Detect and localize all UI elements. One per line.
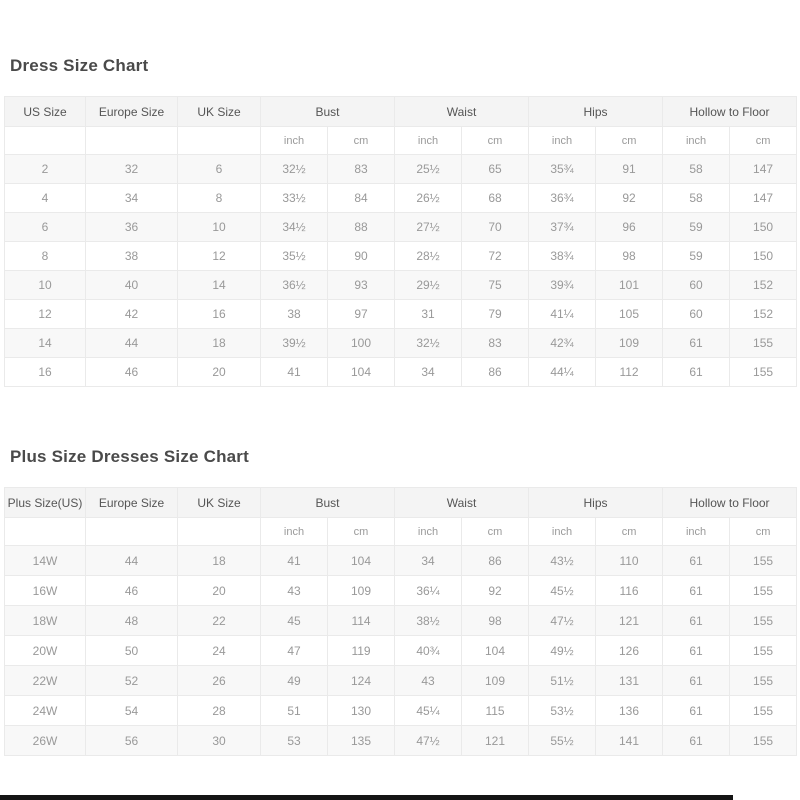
- table-cell: 47: [261, 636, 328, 666]
- table-cell: 37¾: [529, 213, 596, 242]
- table-cell: 33½: [261, 184, 328, 213]
- table-cell: 18: [178, 329, 261, 358]
- table-row: [5, 358, 797, 387]
- col-header-waist: Waist: [395, 97, 529, 127]
- table-cell: 28½: [395, 242, 462, 271]
- table-cell: 155: [730, 358, 797, 387]
- table-cell: 43½: [529, 546, 596, 576]
- table-cell: 121: [596, 606, 663, 636]
- table-cell: 105: [596, 300, 663, 329]
- table-cell: 97: [328, 300, 395, 329]
- table-row: [5, 271, 797, 300]
- table-cell: 35½: [261, 242, 328, 271]
- unit-cell: cm: [462, 518, 529, 546]
- col-header-uk-size: UK Size: [178, 97, 261, 127]
- table-cell: 30: [178, 726, 261, 756]
- table-cell: 36¾: [529, 184, 596, 213]
- table-cell: 61: [663, 666, 730, 696]
- table-cell: 61: [663, 696, 730, 726]
- table-row: [5, 329, 797, 358]
- table-row: [5, 696, 797, 726]
- table-cell: 51½: [529, 666, 596, 696]
- table-cell: 83: [328, 155, 395, 184]
- table-cell: 121: [462, 726, 529, 756]
- table-cell: 92: [596, 184, 663, 213]
- table-cell: 38½: [395, 606, 462, 636]
- dress-size-table-body: [5, 155, 797, 387]
- unit-cell-empty: [5, 127, 86, 155]
- table-cell: 14W: [5, 546, 86, 576]
- table-cell: 20: [178, 576, 261, 606]
- table-cell: 104: [462, 636, 529, 666]
- table-cell: 61: [663, 636, 730, 666]
- table-cell: 83: [462, 329, 529, 358]
- col-header-hips: Hips: [529, 97, 663, 127]
- table-cell: 47½: [529, 606, 596, 636]
- unit-cell: cm: [328, 127, 395, 155]
- table-cell: 39¾: [529, 271, 596, 300]
- table-cell: 53: [261, 726, 328, 756]
- table-cell: 41¼: [529, 300, 596, 329]
- unit-cell-empty: [178, 518, 261, 546]
- table-cell: 90: [328, 242, 395, 271]
- table-cell: 100: [328, 329, 395, 358]
- bottom-bar: [0, 795, 733, 800]
- table-cell: 22: [178, 606, 261, 636]
- table-cell: 150: [730, 242, 797, 271]
- dress-size-table: [4, 96, 797, 387]
- unit-cell-empty: [86, 518, 178, 546]
- col-header-us-size: US Size: [5, 97, 86, 127]
- table-cell: 112: [596, 358, 663, 387]
- unit-cell: inch: [529, 518, 596, 546]
- table-cell: 14: [178, 271, 261, 300]
- table-cell: 25½: [395, 155, 462, 184]
- table-cell: 110: [596, 546, 663, 576]
- table-cell: 92: [462, 576, 529, 606]
- table-cell: 54: [86, 696, 178, 726]
- col-header-hollow-to-floor: Hollow to Floor: [663, 97, 797, 127]
- unit-cell: cm: [462, 127, 529, 155]
- table-cell: 79: [462, 300, 529, 329]
- table-cell: 61: [663, 726, 730, 756]
- table-cell: 22W: [5, 666, 86, 696]
- table-cell: 34: [395, 358, 462, 387]
- table-cell: 36: [86, 213, 178, 242]
- table-cell: 36¼: [395, 576, 462, 606]
- table-cell: 155: [730, 666, 797, 696]
- table-cell: 34½: [261, 213, 328, 242]
- table-cell: 61: [663, 606, 730, 636]
- unit-cell: cm: [596, 518, 663, 546]
- unit-cell: inch: [529, 127, 596, 155]
- table-cell: 12: [5, 300, 86, 329]
- table-cell: 131: [596, 666, 663, 696]
- table-cell: 98: [596, 242, 663, 271]
- table-cell: 24W: [5, 696, 86, 726]
- table-cell: 8: [178, 184, 261, 213]
- table-cell: 28: [178, 696, 261, 726]
- table-cell: 109: [328, 576, 395, 606]
- table-cell: 115: [462, 696, 529, 726]
- unit-cell: inch: [395, 127, 462, 155]
- col-header-plus-size-us: Plus Size(US): [5, 488, 86, 518]
- table-cell: 4: [5, 184, 86, 213]
- table-cell: 155: [730, 726, 797, 756]
- table-cell: 60: [663, 271, 730, 300]
- table-cell: 147: [730, 155, 797, 184]
- unit-row: [5, 518, 797, 546]
- table-cell: 101: [596, 271, 663, 300]
- table-cell: 93: [328, 271, 395, 300]
- table-cell: 53½: [529, 696, 596, 726]
- table-cell: 114: [328, 606, 395, 636]
- unit-cell: cm: [730, 127, 797, 155]
- unit-cell: cm: [596, 127, 663, 155]
- table-cell: 10: [5, 271, 86, 300]
- table-cell: 91: [596, 155, 663, 184]
- table-cell: 60: [663, 300, 730, 329]
- table-cell: 39½: [261, 329, 328, 358]
- table-cell: 45: [261, 606, 328, 636]
- table-cell: 130: [328, 696, 395, 726]
- table-cell: 68: [462, 184, 529, 213]
- table-row: [5, 213, 797, 242]
- table-cell: 88: [328, 213, 395, 242]
- table-cell: 52: [86, 666, 178, 696]
- table-cell: 38: [86, 242, 178, 271]
- table-cell: 96: [596, 213, 663, 242]
- table-cell: 29½: [395, 271, 462, 300]
- table-cell: 31: [395, 300, 462, 329]
- col-header-bust: Bust: [261, 97, 395, 127]
- table-cell: 72: [462, 242, 529, 271]
- table-cell: 44: [86, 329, 178, 358]
- table-cell: 26: [178, 666, 261, 696]
- table-cell: 61: [663, 546, 730, 576]
- table-cell: 61: [663, 576, 730, 606]
- table-cell: 43: [261, 576, 328, 606]
- table-cell: 155: [730, 696, 797, 726]
- unit-cell-empty: [86, 127, 178, 155]
- table-cell: 49: [261, 666, 328, 696]
- table-row: [5, 576, 797, 606]
- col-header-uk-size: UK Size: [178, 488, 261, 518]
- col-header-hips: Hips: [529, 488, 663, 518]
- dress-size-chart-title: Dress Size Chart: [10, 56, 149, 75]
- header-row: [5, 97, 797, 127]
- table-cell: 32½: [261, 155, 328, 184]
- table-cell: 32½: [395, 329, 462, 358]
- table-cell: 12: [178, 242, 261, 271]
- table-cell: 150: [730, 213, 797, 242]
- table-cell: 2: [5, 155, 86, 184]
- table-row: [5, 636, 797, 666]
- table-cell: 61: [663, 329, 730, 358]
- unit-row: [5, 127, 797, 155]
- table-cell: 36½: [261, 271, 328, 300]
- table-cell: 48: [86, 606, 178, 636]
- table-cell: 70: [462, 213, 529, 242]
- table-cell: 16W: [5, 576, 86, 606]
- table-cell: 61: [663, 358, 730, 387]
- table-cell: 20W: [5, 636, 86, 666]
- table-cell: 86: [462, 358, 529, 387]
- table-cell: 98: [462, 606, 529, 636]
- table-row: [5, 155, 797, 184]
- unit-cell-empty: [178, 127, 261, 155]
- table-cell: 136: [596, 696, 663, 726]
- table-cell: 84: [328, 184, 395, 213]
- table-cell: 49½: [529, 636, 596, 666]
- table-cell: 116: [596, 576, 663, 606]
- table-cell: 155: [730, 546, 797, 576]
- table-cell: 43: [395, 666, 462, 696]
- unit-cell: cm: [730, 518, 797, 546]
- table-cell: 75: [462, 271, 529, 300]
- table-cell: 46: [86, 358, 178, 387]
- table-cell: 50: [86, 636, 178, 666]
- table-cell: 32: [86, 155, 178, 184]
- table-row: [5, 300, 797, 329]
- table-cell: 16: [5, 358, 86, 387]
- table-cell: 40¾: [395, 636, 462, 666]
- table-cell: 126: [596, 636, 663, 666]
- table-cell: 58: [663, 155, 730, 184]
- table-cell: 6: [5, 213, 86, 242]
- table-cell: 40: [86, 271, 178, 300]
- plus-size-chart-title: Plus Size Dresses Size Chart: [10, 447, 249, 466]
- table-cell: 27½: [395, 213, 462, 242]
- table-cell: 104: [328, 358, 395, 387]
- table-cell: 58: [663, 184, 730, 213]
- unit-cell: inch: [395, 518, 462, 546]
- table-cell: 141: [596, 726, 663, 756]
- table-cell: 18W: [5, 606, 86, 636]
- table-row: [5, 606, 797, 636]
- unit-cell: inch: [663, 127, 730, 155]
- table-cell: 47½: [395, 726, 462, 756]
- table-cell: 55½: [529, 726, 596, 756]
- table-row: [5, 242, 797, 271]
- table-cell: 34: [395, 546, 462, 576]
- table-cell: 51: [261, 696, 328, 726]
- plus-size-table: [4, 487, 797, 756]
- col-header-europe-size: Europe Size: [86, 488, 178, 518]
- col-header-waist: Waist: [395, 488, 529, 518]
- table-cell: 109: [462, 666, 529, 696]
- table-cell: 109: [596, 329, 663, 358]
- table-cell: 124: [328, 666, 395, 696]
- table-cell: 20: [178, 358, 261, 387]
- table-cell: 155: [730, 576, 797, 606]
- table-cell: 16: [178, 300, 261, 329]
- col-header-bust: Bust: [261, 488, 395, 518]
- table-cell: 42¾: [529, 329, 596, 358]
- plus-size-table-body: [5, 546, 797, 756]
- table-cell: 152: [730, 300, 797, 329]
- dress-size-chart-section: [4, 56, 796, 387]
- table-cell: 59: [663, 213, 730, 242]
- table-cell: 135: [328, 726, 395, 756]
- table-row: [5, 726, 797, 756]
- header-row: [5, 488, 797, 518]
- table-cell: 44: [86, 546, 178, 576]
- col-header-hollow-to-floor: Hollow to Floor: [663, 488, 797, 518]
- table-cell: 46: [86, 576, 178, 606]
- table-cell: 104: [328, 546, 395, 576]
- table-cell: 14: [5, 329, 86, 358]
- table-cell: 26W: [5, 726, 86, 756]
- table-cell: 119: [328, 636, 395, 666]
- table-cell: 59: [663, 242, 730, 271]
- table-cell: 41: [261, 358, 328, 387]
- unit-cell: inch: [261, 127, 328, 155]
- table-cell: 24: [178, 636, 261, 666]
- table-cell: 155: [730, 606, 797, 636]
- table-row: [5, 546, 797, 576]
- unit-cell-empty: [5, 518, 86, 546]
- table-cell: 45½: [529, 576, 596, 606]
- table-row: [5, 184, 797, 213]
- table-cell: 152: [730, 271, 797, 300]
- table-cell: 34: [86, 184, 178, 213]
- table-cell: 10: [178, 213, 261, 242]
- table-cell: 42: [86, 300, 178, 329]
- table-cell: 6: [178, 155, 261, 184]
- table-cell: 35¾: [529, 155, 596, 184]
- table-row: [5, 666, 797, 696]
- table-cell: 56: [86, 726, 178, 756]
- table-cell: 38: [261, 300, 328, 329]
- unit-cell: inch: [261, 518, 328, 546]
- unit-cell: cm: [328, 518, 395, 546]
- table-cell: 147: [730, 184, 797, 213]
- table-cell: 18: [178, 546, 261, 576]
- table-cell: 8: [5, 242, 86, 271]
- table-cell: 86: [462, 546, 529, 576]
- unit-cell: inch: [663, 518, 730, 546]
- plus-size-chart-section: [4, 447, 796, 756]
- table-cell: 41: [261, 546, 328, 576]
- col-header-europe-size: Europe Size: [86, 97, 178, 127]
- table-cell: 26½: [395, 184, 462, 213]
- table-cell: 155: [730, 636, 797, 666]
- table-cell: 44¼: [529, 358, 596, 387]
- table-cell: 65: [462, 155, 529, 184]
- table-cell: 45¼: [395, 696, 462, 726]
- table-cell: 38¾: [529, 242, 596, 271]
- table-cell: 155: [730, 329, 797, 358]
